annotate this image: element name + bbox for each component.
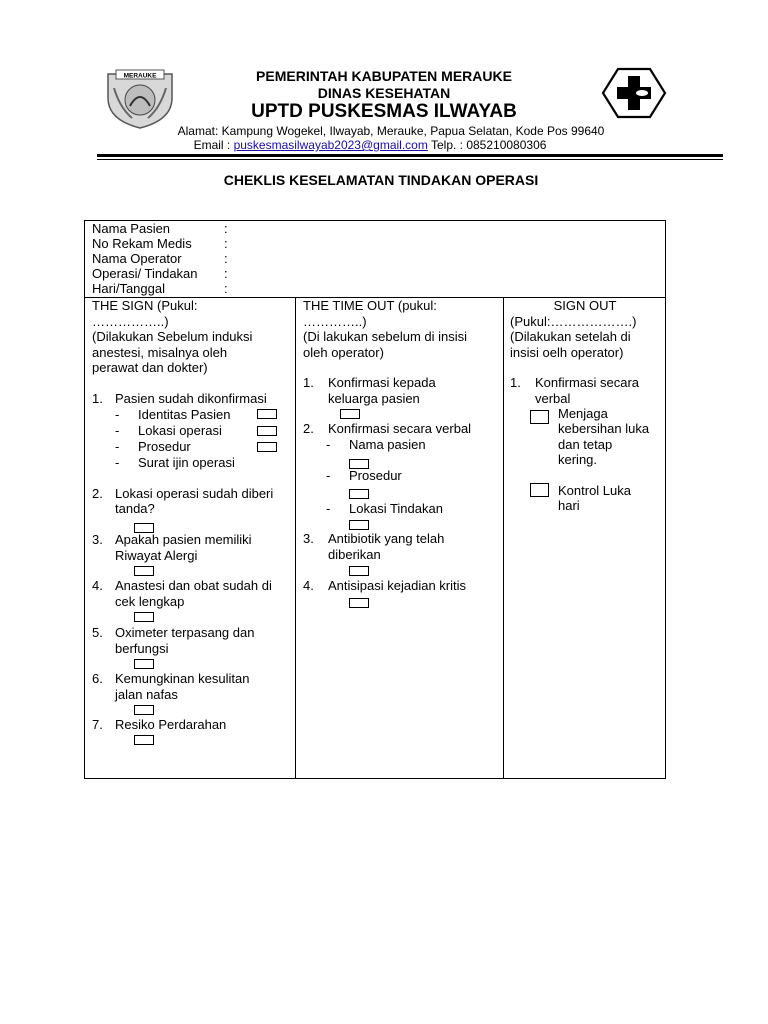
sub-item: Lokasi operasi <box>138 423 222 438</box>
field-label: Nama Operator <box>92 251 182 266</box>
sign-in-heading: THE SIGN (Pukul: <box>92 298 198 313</box>
bullet-dash: - <box>115 455 120 470</box>
sub-item: Prosedur <box>138 439 191 454</box>
item-text: berfungsi <box>115 641 169 656</box>
sub-item: Nama pasien <box>349 437 426 452</box>
item-text: Antisipasi kejadian kritis <box>328 578 467 593</box>
field-sep: : <box>224 281 228 296</box>
checkbox[interactable] <box>134 659 154 669</box>
item-number: 2. <box>92 486 103 501</box>
sign-in-note: anestesi, misalnya oleh <box>92 345 228 360</box>
item-text: Antibiotik yang telah <box>328 531 445 546</box>
item-text: Konfirmasi secara <box>535 375 640 390</box>
sub-item: Lokasi Tindakan <box>349 501 443 516</box>
checkbox[interactable] <box>134 612 154 622</box>
checkbox[interactable] <box>349 520 369 530</box>
item-text: Oximeter terpasang dan <box>115 625 255 640</box>
email-label: Email : <box>193 138 234 152</box>
address: Alamat: Kampung Wogekel, Ilwayab, Merauke, Papua Selatan, Kode Pos 99640 <box>177 124 605 138</box>
item-number: 5. <box>92 625 103 640</box>
item-text: Resiko Perdarahan <box>115 717 227 732</box>
field-label: Nama Pasien <box>92 221 171 236</box>
item-text: Apakah pasien memiliki <box>115 532 252 547</box>
field-label: Hari/Tanggal <box>92 281 165 296</box>
item-text: verbal <box>535 391 571 406</box>
sub-item: Prosedur <box>349 468 402 483</box>
checkbox[interactable] <box>134 566 154 576</box>
field-sep: : <box>224 266 228 281</box>
header-rule-thick <box>97 154 723 157</box>
item-text: Pasien sudah dikonfirmasi <box>115 391 267 406</box>
column-divider-2 <box>503 297 504 779</box>
document-title: CHEKLIS KESELAMATAN TINDAKAN OPERASI <box>223 172 539 188</box>
time-out-note: oleh operator) <box>303 345 384 360</box>
item-text: jalan nafas <box>115 687 178 702</box>
field-sep: : <box>224 236 228 251</box>
item-text: Kemungkinan kesulitan <box>115 671 250 686</box>
option-text: Kontrol Luka <box>558 483 631 498</box>
phone: Telp. : 085210080306 <box>427 138 547 152</box>
sign-out-heading: SIGN OUT <box>553 298 617 313</box>
item-number: 6. <box>92 671 103 686</box>
emblem-text: MERAUKE <box>123 72 157 80</box>
item-number: 4. <box>92 578 103 593</box>
option-text: Menjaga <box>558 406 608 421</box>
item-text: keluarga pasien <box>328 391 420 406</box>
sub-item: Surat ijin operasi <box>138 455 235 470</box>
checkbox[interactable] <box>530 410 549 424</box>
item-number: 1. <box>510 375 521 390</box>
item-number: 3. <box>303 531 314 546</box>
item-text: cek lengkap <box>115 594 185 609</box>
field-sep: : <box>224 251 228 266</box>
checkbox[interactable] <box>340 409 360 419</box>
sign-in-time: ……………..) <box>92 314 169 329</box>
checkbox[interactable] <box>349 489 369 499</box>
field-label: Operasi/ Tindakan <box>92 266 198 281</box>
sign-in-note: perawat dan dokter) <box>92 360 208 375</box>
item-text: Konfirmasi secara verbal <box>328 421 472 436</box>
bullet-dash: - <box>115 407 120 422</box>
government-name: PEMERINTAH KABUPATEN MERAUKE <box>256 68 512 84</box>
field-label: No Rekam Medis <box>92 236 192 251</box>
contact-line <box>0 138 754 152</box>
checkbox[interactable] <box>134 735 154 745</box>
item-text: Konfirmasi kepada <box>328 375 436 390</box>
item-number: 3. <box>92 532 103 547</box>
sign-out-note: insisi oelh operator) <box>510 345 624 360</box>
clinic-name: UPTD PUSKESMAS ILWAYAB <box>251 101 517 122</box>
item-number: 1. <box>92 391 103 406</box>
item-number: 4. <box>303 578 314 593</box>
bullet-dash: - <box>326 437 331 452</box>
checkbox[interactable] <box>134 705 154 715</box>
checkbox[interactable] <box>349 598 369 608</box>
column-divider-1 <box>295 297 296 779</box>
time-out-time: …………..) <box>303 314 367 329</box>
bullet-dash: - <box>326 468 331 483</box>
department-name: DINAS KESEHATAN <box>317 85 451 101</box>
sign-out-note: (Dilakukan setelah di <box>510 329 631 344</box>
checkbox[interactable] <box>530 483 549 497</box>
option-text: dan tetap <box>558 437 613 452</box>
item-text: Riwayat Alergi <box>115 548 198 563</box>
email-link[interactable]: puskesmasilwayab2023@gmail.com <box>233 138 428 152</box>
option-text: kebersihan luka <box>558 421 650 436</box>
checkbox[interactable] <box>257 426 277 436</box>
item-text: tanda? <box>115 501 155 516</box>
field-sep: : <box>224 221 228 236</box>
sign-out-time: (Pukul:……………….) <box>510 314 637 329</box>
time-out-note: (Di lakukan sebelum di insisi <box>303 329 468 344</box>
bullet-dash: - <box>115 423 120 438</box>
item-text: Anastesi dan obat sudah di <box>115 578 272 593</box>
item-number: 2. <box>303 421 314 436</box>
sign-in-note: (Dilakukan Sebelum induksi <box>92 329 253 344</box>
header-rule-thin <box>97 159 723 160</box>
checkbox[interactable] <box>349 566 369 576</box>
checkbox[interactable] <box>257 409 277 419</box>
option-text: kering. <box>558 452 598 467</box>
item-text: Lokasi operasi sudah diberi <box>115 486 274 501</box>
sub-item: Identitas Pasien <box>138 407 231 422</box>
time-out-heading: THE TIME OUT (pukul: <box>303 298 437 313</box>
item-number: 7. <box>92 717 103 732</box>
bullet-dash: - <box>326 501 331 516</box>
item-number: 1. <box>303 375 314 390</box>
item-text: diberikan <box>328 547 381 562</box>
bullet-dash: - <box>115 439 120 454</box>
checkbox[interactable] <box>257 442 277 452</box>
option-text: hari <box>558 498 580 513</box>
